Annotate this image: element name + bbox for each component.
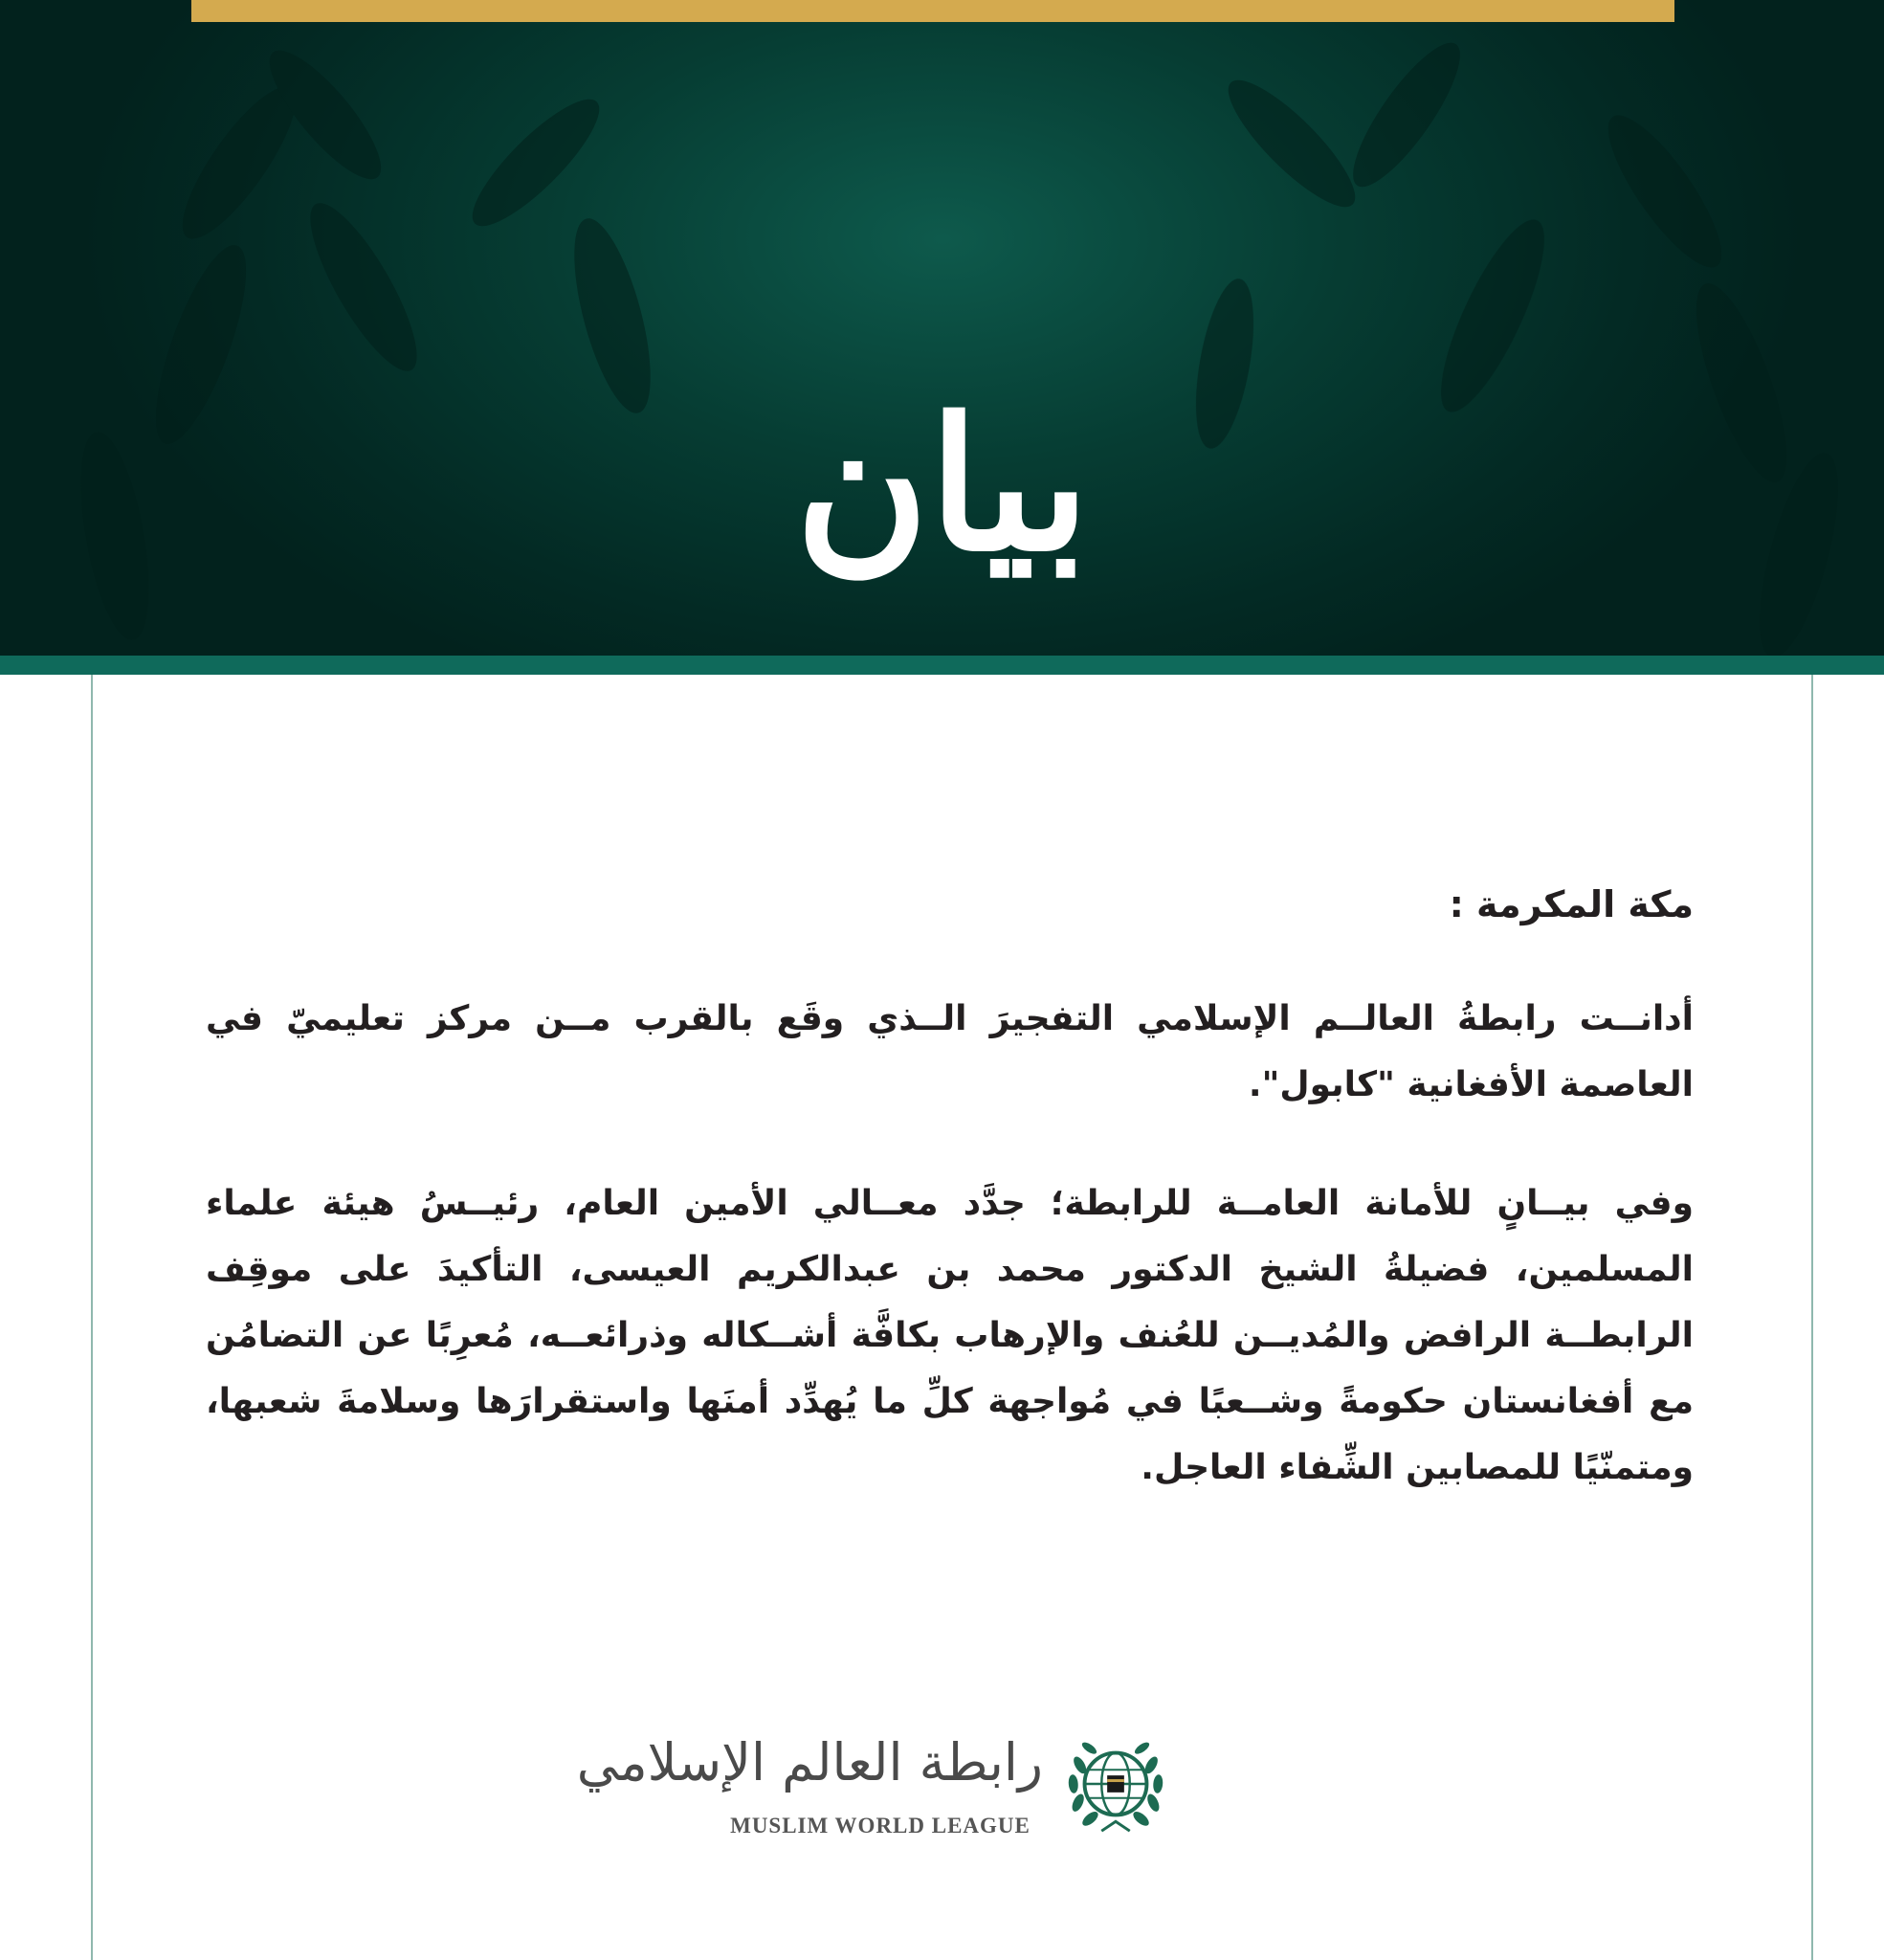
header-banner [0, 0, 1884, 656]
header-divider [0, 656, 1884, 675]
statement-body [206, 866, 1694, 1553]
title-text: بيان [795, 378, 1090, 591]
globe-wreath-icon [1059, 1727, 1172, 1840]
paragraph-2: وفي بيــانٍ للأمانة العامــة للرابطة؛ جدَّد معــالي الأمين العام، رئيــسُ هيئة علماء المسلمين، فضيلةُ الشيخ الدكتور محمد بن عبدالكريم العيسى، التأكيدَ على موقِف الرابطــة الرافض والمُديــن للعُنف والإرهاب بكافَّة أشــكاله وذرائعــه، مُعرِبًا عن التضامُن مع أفغانستان حكومةً وشــعبًا في مُواجهة كلِّ ما يُهدِّد أمنَها واستقرارَها وسلامةَ شعبها، ومتمنّيًا للمصابين الشِّفاء العاجل. [206, 1184, 1694, 1487]
paragraph-1: أدانــت رابطةُ العالــم الإسلامي التفجيرَ الــذي وقَع بالقرب مــن مركز تعليميّ في العاصمة الأفغانية "كابول". [206, 999, 1694, 1104]
logo-arabic-name: رابطة العالم الإسلامي [576, 1732, 1043, 1793]
gold-top-bar [191, 0, 1674, 22]
dateline-city: مكة المكرمة : [1449, 883, 1694, 925]
organization-logo [576, 1718, 1172, 1852]
logo-english-name: MUSLIM WORLD LEAGUE [730, 1814, 1031, 1838]
page-title [751, 375, 1134, 595]
